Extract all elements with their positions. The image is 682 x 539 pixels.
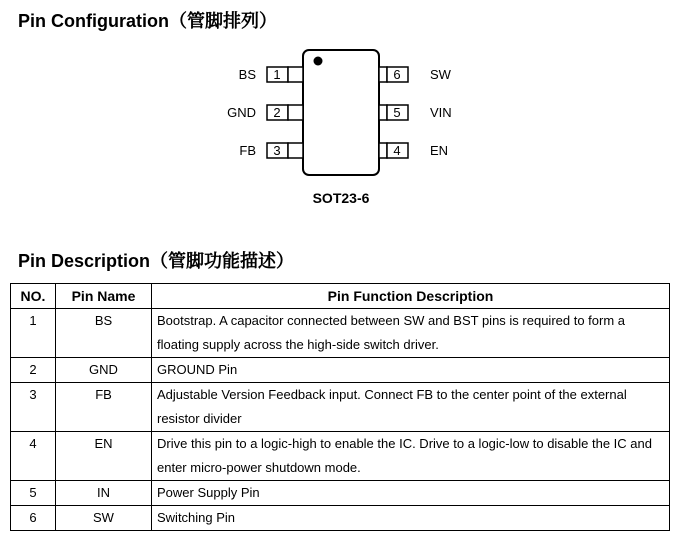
row-pin-name: GND [56,358,152,383]
pin-label-vin: VIN [430,105,452,120]
description-line: GROUND Pin [157,362,238,377]
pin-description-heading: Pin Description（管脚功能描述） [18,251,295,271]
pin-number-1: 1 [273,67,281,82]
pin-number-4: 4 [393,143,401,158]
pin-number-6: 6 [393,67,401,82]
table-row [11,432,670,481]
package-name: SOT23-6 [312,190,370,206]
row-pin-name: BS [56,309,152,358]
pin-description-table [10,283,670,531]
header-no: NO. [11,284,56,309]
pin-number-5: 5 [393,105,401,120]
table-row [11,309,670,358]
description-line: Bootstrap. A capacitor connected between SW and BST pins is required to form a [157,313,626,328]
table-row [11,481,670,506]
row-pin-name: FB [56,383,152,432]
package-body [303,50,379,175]
row-description [152,506,670,531]
row-no: 5 [11,481,56,506]
pin-label-fb: FB [239,143,256,158]
description-line: enter micro-power shutdown mode. [157,460,361,475]
pin1-marker-dot [314,57,323,66]
row-description [152,481,670,506]
row-description [152,383,670,432]
row-no: 4 [11,432,56,481]
pin-label-gnd: GND [227,105,256,120]
header-pin-function: Pin Function Description [152,284,670,309]
pin-diagram [0,0,682,240]
pin-lead-6 [379,67,387,82]
description-line: Drive this pin to a logic-high to enable the IC. Drive to a logic-low to disable the IC and [157,436,652,451]
row-pin-name: IN [56,481,152,506]
row-description [152,358,670,383]
table-row [11,506,670,531]
description-line: Power Supply Pin [157,485,260,500]
description-line: resistor divider [157,411,242,426]
pin-lead-3 [288,143,303,158]
pin-lead-5 [379,105,387,120]
row-pin-name: EN [56,432,152,481]
pin-configuration-heading: Pin Configuration（管脚排列） [18,11,277,31]
row-no: 2 [11,358,56,383]
row-description [152,309,670,358]
description-line: floating supply across the high-side switch driver. [157,337,439,352]
row-description [152,432,670,481]
pin-label-sw: SW [430,67,451,82]
pin-number-3: 3 [273,143,281,158]
pin-label-bs: BS [238,67,256,82]
pin-lead-2 [288,105,303,120]
pin-number-2: 2 [273,105,281,120]
table-row [11,383,670,432]
table-header-row [11,284,670,309]
row-no: 3 [11,383,56,432]
pin-lead-4 [379,143,387,158]
pin-lead-1 [288,67,303,82]
row-pin-name: SW [56,506,152,531]
table-row [11,358,670,383]
row-no: 1 [11,309,56,358]
pin-label-en: EN [430,143,449,158]
row-no: 6 [11,506,56,531]
description-line: Switching Pin [157,510,236,525]
header-pin-name: Pin Name [56,284,152,309]
description-line: Adjustable Version Feedback input. Connect FB to the center point of the external [157,387,627,402]
